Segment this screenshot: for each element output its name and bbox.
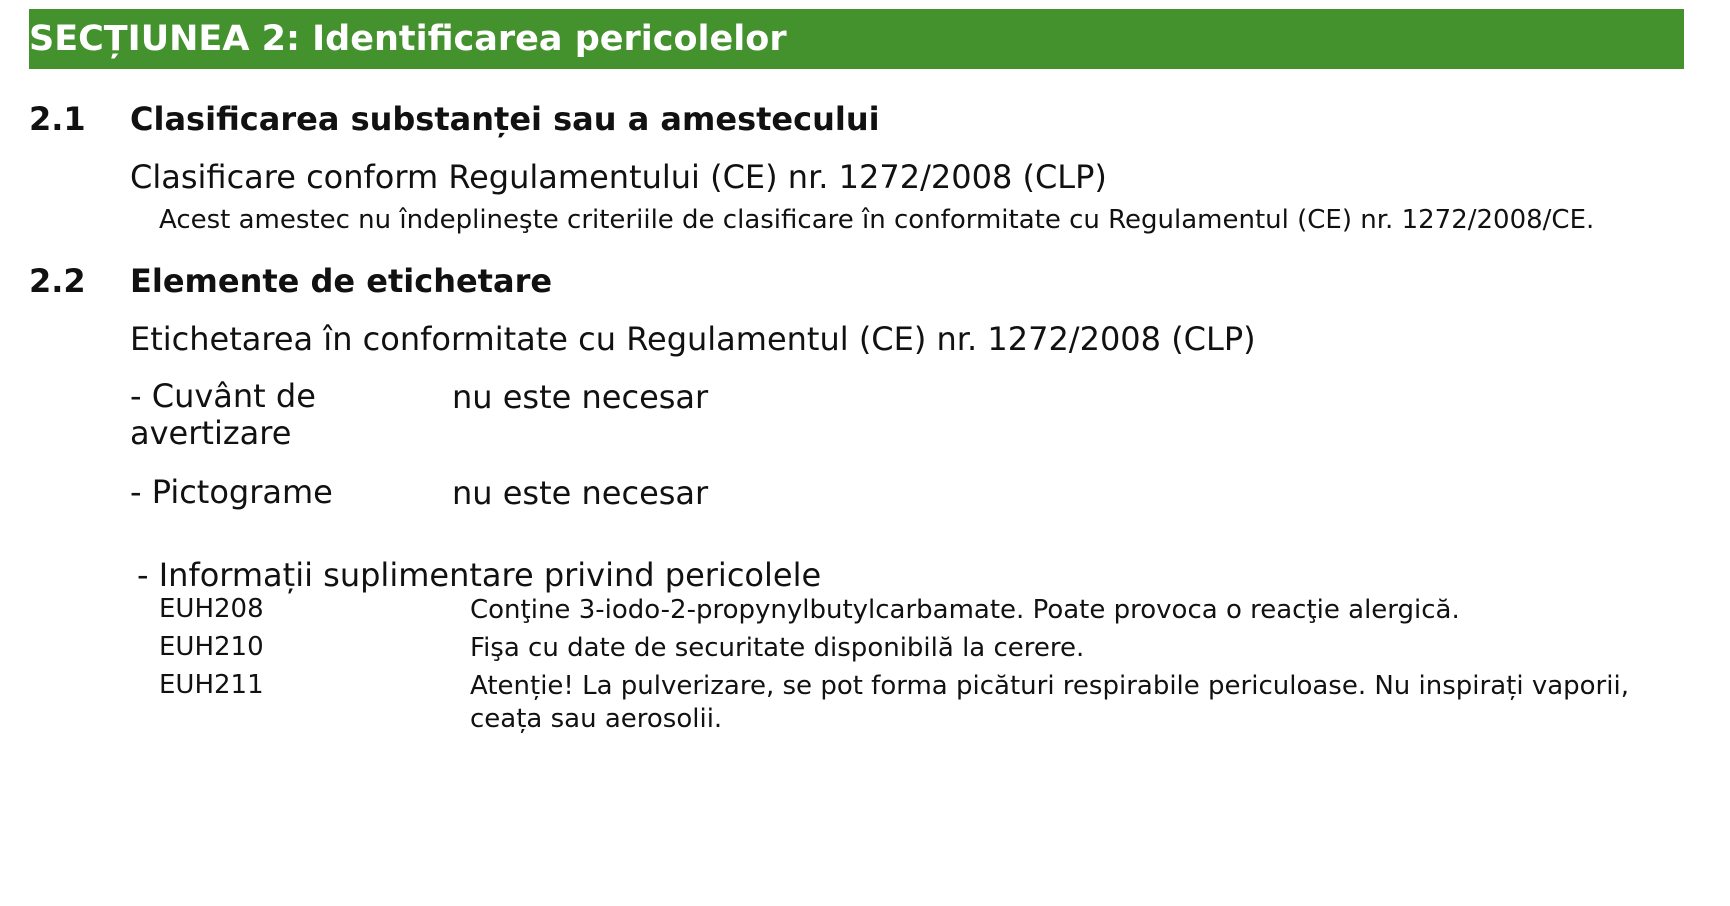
hazard-statement: Atenție! La pulverizare, se pot forma picături respirabile periculoase. Nu inspirați vaporii, ceața sau aerosolii. (470, 671, 1629, 734)
subsection-title-2-2: Elemente de etichetare (130, 262, 553, 300)
labelling-heading: Etichetarea în conformitate cu Regulamentul (CE) nr. 1272/2008 (CLP) (130, 320, 1256, 358)
signal-word-label: - Cuvânt de avertizare (130, 377, 316, 452)
subsection-number-2-1: 2.1 (29, 100, 86, 138)
classification-text: Acest amestec nu îndeplineşte criteriile de clasificare în conformitate cu Regulamentul (CE) nr. 1272/2008/CE. (159, 205, 1595, 235)
hazard-statement: Fişa cu date de securitate disponibilă la cerere. (470, 633, 1085, 663)
section-title: SECȚIUNEA 2: Identificarea pericolelor (29, 19, 787, 59)
classification-heading: Clasificare conform Regulamentului (CE) nr. 1272/2008 (CLP) (130, 158, 1107, 196)
subsection-title-2-1: Clasificarea substanței sau a amestecului (130, 100, 880, 138)
pictograms-value: nu este necesar (452, 474, 709, 512)
signal-word-value: nu este necesar (452, 378, 709, 416)
supplementary-heading: - Informații suplimentare privind pericolele (137, 556, 822, 594)
hazard-code: EUH208 (159, 594, 264, 624)
subsection-number-2-2: 2.2 (29, 262, 86, 300)
hazard-statement: Conţine 3-iodo-2-propynylbutylcarbamate. Poate provoca o reacţie alergică. (470, 595, 1460, 625)
hazard-code: EUH211 (159, 670, 264, 700)
hazard-code: EUH210 (159, 632, 264, 662)
pictograms-label: - Pictograme (130, 473, 333, 511)
section-header (29, 9, 1684, 69)
